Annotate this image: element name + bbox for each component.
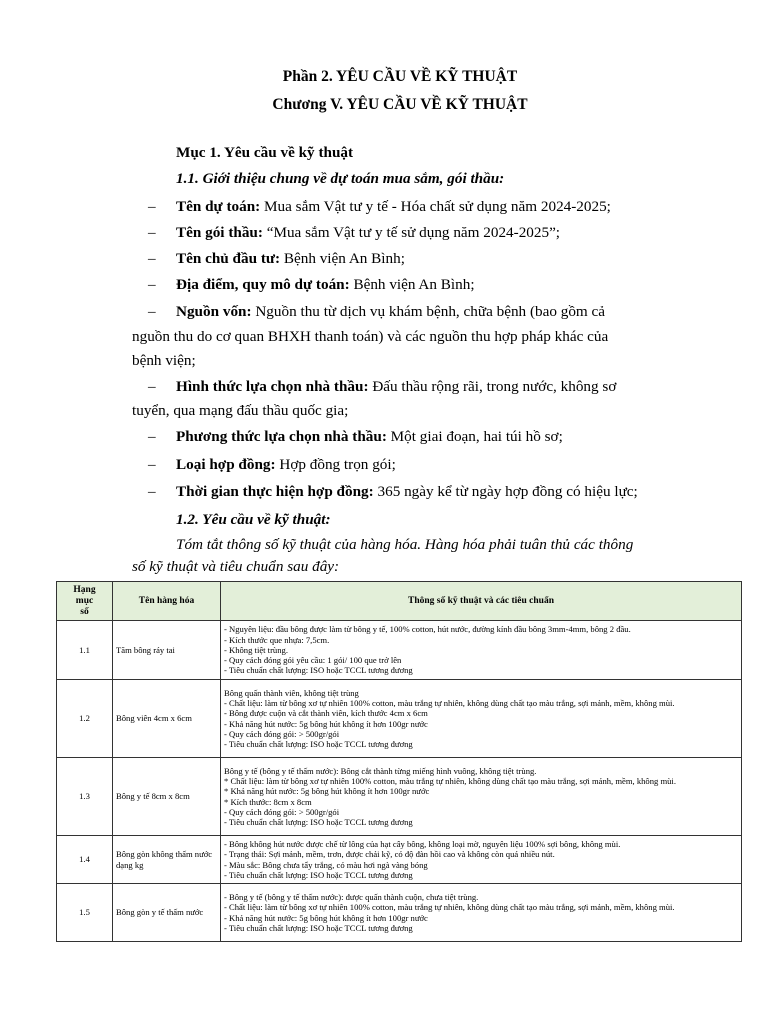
spec-cell: Bông quấn thành viên, không tiệt trùng - Chất liệu: làm từ bông xơ tự nhiên 100% cotton, màu trắng tự nhiên, không dùng chất tạo màu trắng, sợi mảnh, mềm, không mùi. - Bông được cuộn và cắt thành viên, kích thước 4cm x 6cm - Khả năng hút nước: 5g bông hút không ít hơn 100gr nước - Quy cách đóng gói: > 500gr/gói - Tiêu chuẩn chất lượng: ISO hoặc TCCL tương đương	[221, 680, 742, 758]
item-number-cell: 1.3	[57, 758, 113, 836]
bullet-item-location: – Địa điểm, quy mô dự toán: Bệnh viện An Bình;	[148, 276, 475, 293]
bullet-item-selection-form: – Hình thức lựa chọn nhà thầu: Đấu thầu rộng rãi, trong nước, không sơ	[148, 378, 617, 395]
table-row	[57, 680, 742, 758]
item-number-cell: 1.1	[57, 621, 113, 680]
table-row	[57, 758, 742, 836]
spec-table	[56, 581, 742, 942]
product-name-cell: Bông gòn y tế thấm nước	[113, 884, 221, 942]
intro-paragraph-line: số kỹ thuật và tiêu chuẩn sau đây:	[132, 558, 340, 575]
spec-cell: - Bông không hút nước được chế từ lông của hạt cây bông, không loại mờ, nguyên liệu 100% sợi bông, không mùi. - Trạng thái: Sợi mảnh, mềm, trơn, được chải kỹ, có độ đàn hồi cao và không còn quá nhiều nút. - Màu sắc: Bông chưa tẩy trắng, có màu hơi ngà vàng bóng - Tiêu chuẩn chất lượng: ISO hoặc TCCL tương đương	[221, 836, 742, 884]
bullet-item-project-name: – Tên dự toán: Mua sắm Vật tư y tế - Hóa chất sử dụng năm 2024-2025;	[148, 198, 611, 215]
bullet-item-package-name: – Tên gói thầu: “Mua sắm Vật tư y tế sử dụng năm 2024-2025”;	[148, 224, 561, 241]
bullet-item-funding: – Nguồn vốn: Nguồn thu từ dịch vụ khám bệnh, chữa bệnh (bao gồm cả	[148, 303, 606, 320]
table-header-row	[57, 582, 742, 621]
bullet-continuation: tuyển, qua mạng đấu thầu quốc gia;	[132, 402, 349, 419]
chapter-title: Chương V. YÊU CẦU VỀ KỸ THUẬT	[272, 96, 528, 113]
bullet-continuation: nguồn thu do cơ quan BHXH thanh toán) và các nguồn thu hợp pháp khác của	[132, 328, 609, 345]
intro-paragraph-line: Tóm tắt thông số kỹ thuật của hàng hóa. Hàng hóa phải tuân thủ các thông	[176, 536, 634, 553]
product-name-cell: Tăm bông ráy tai	[113, 621, 221, 680]
bullet-item-contract-type: – Loại hợp đồng: Hợp đồng trọn gói;	[148, 456, 396, 473]
section-heading: Mục 1. Yêu cầu về kỹ thuật	[176, 144, 354, 161]
bullet-item-investor: – Tên chủ đầu tư: Bệnh viện An Bình;	[148, 250, 405, 267]
bullet-item-contract-duration: – Thời gian thực hiện hợp đồng: 365 ngày kể từ ngày hợp đồng có hiệu lực;	[148, 483, 638, 500]
header-product-name: Tên hàng hóa	[113, 582, 221, 621]
product-name-cell: Bông y tế 8cm x 8cm	[113, 758, 221, 836]
item-number-cell: 1.5	[57, 884, 113, 942]
part-title: Phần 2. YÊU CẦU VỀ KỸ THUẬT	[282, 68, 518, 85]
bullet-item-selection-method: – Phương thức lựa chọn nhà thầu: Một giai đoạn, hai túi hồ sơ;	[148, 428, 563, 445]
table-row	[57, 884, 742, 942]
spec-cell: - Bông y tế (bông y tế thấm nước): được quấn thành cuộn, chưa tiệt trùng. - Chất liệu: làm từ bông xơ tự nhiên 100% cotton, màu trắng tự nhiên, không dùng chất tạo màu trắng, sợi mảnh, mềm, không mùi. - Khả năng hút nước: 5g bông hút không ít hơn 100gr nước - Tiêu chuẩn chất lượng: ISO hoặc TCCL tương đương	[221, 884, 742, 942]
product-name-cell: Bông viên 4cm x 6cm	[113, 680, 221, 758]
table-row	[57, 836, 742, 884]
product-name-cell: Bông gòn không thấm nước dạng kg	[113, 836, 221, 884]
spec-cell: Bông y tế (bông y tế thấm nước): Bông cắt thành từng miếng hình vuông, không tiệt trùng. * Chất liệu: làm từ bông xơ tự nhiên 100% cotton, màu trắng tự nhiên, không dùng chất tạo màu trắng, sợi mảnh, mềm, không mùi. * Khả năng hút nước: 5g bông hút không ít hơn 100gr nước * Kích thước: 8cm x 8cm - Quy cách đóng gói: > 500gr/gói - Tiêu chuẩn chất lượng: ISO hoặc TCCL tương đương	[221, 758, 742, 836]
spec-cell: - Nguyên liệu: đầu bông được làm từ bông y tế, 100% cotton, hút nước, đường kính đầu bông 3mm-4mm, bông 2 đầu. - Kích thước que nhựa: 7,5cm. - Không tiệt trùng. - Quy cách đóng gói yêu cầu: 1 gói/ 100 que trở lên - Tiêu chuẩn chất lượng: ISO hoặc TCCL tương đương	[221, 621, 742, 680]
header-item-number: Hạng mục số	[57, 582, 113, 621]
table-row	[57, 621, 742, 680]
header-technical-specs: Thông số kỹ thuật và các tiêu chuẩn	[221, 582, 742, 621]
subsection-heading-1-2: 1.2. Yêu cầu về kỹ thuật:	[176, 511, 331, 528]
bullet-continuation: bệnh viện;	[132, 352, 196, 369]
item-number-cell: 1.2	[57, 680, 113, 758]
item-number-cell: 1.4	[57, 836, 113, 884]
subsection-heading-1-1: 1.1. Giới thiệu chung về dự toán mua sắm, gói thầu:	[176, 170, 505, 187]
